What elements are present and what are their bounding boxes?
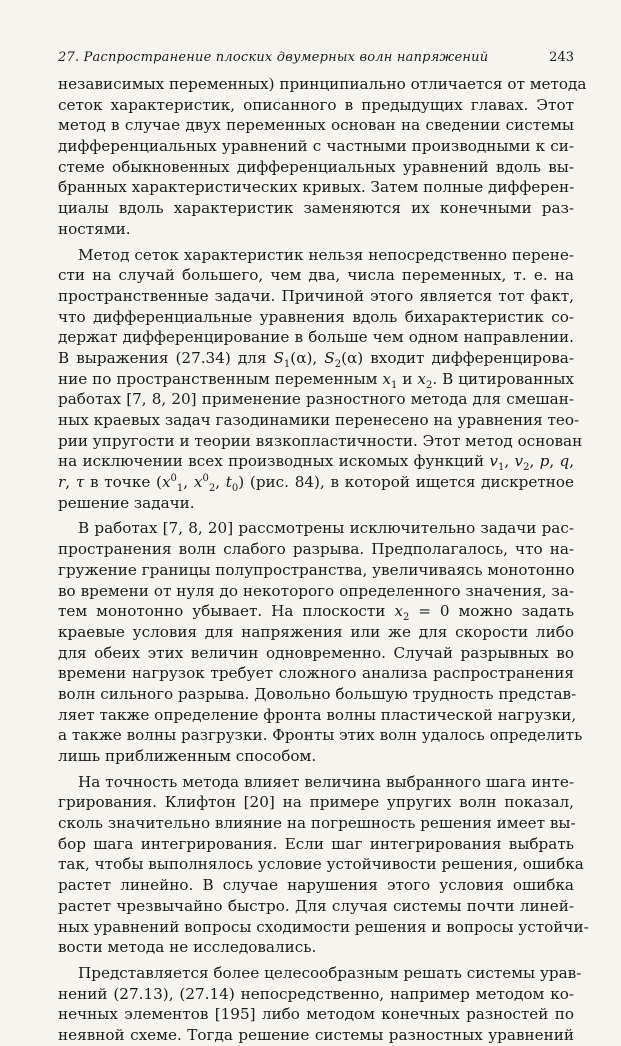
text-line: гружение границы полупространства, увеличиваясь монотонно: [58, 560, 575, 579]
text-line: что дифференциальные уравнения вдоль бихарактеристик со-: [58, 307, 574, 326]
text-line: бор шага интегрирования. Если шаг интегрирования выбрать: [58, 834, 574, 853]
text-line: рии упругости и теории вязкопластичности. Этот метод основан: [58, 431, 583, 450]
text-line: сколь значительно влияние на погрешность решения имеет вы-: [58, 814, 576, 833]
text-line-formula: В выражения (27.34) для $S_1(\alpha)$, $S_2(\alpha)$ входит дифференцирова-: [58, 348, 574, 370]
text-line: так, чтобы выполнялось условие устойчивости решения, ошибка: [58, 855, 584, 874]
body-text: [58, 74, 589, 1046]
text-line: растет чрезвычайно быстро. Для случая системы почти линей-: [58, 896, 574, 915]
text-line: пространения волн слабого разрыва. Предполагалось, что на-: [58, 540, 574, 559]
text-line: независимых переменных) принципиально отличается от метода: [58, 75, 587, 93]
text-line: ностями.: [58, 219, 131, 238]
text-line: времени нагрузок требует сложного анализа распространения: [58, 664, 574, 683]
paragraph-4: [58, 772, 589, 958]
text-line: метод в случае двух переменных основан на сведении системы: [58, 116, 574, 135]
text-line: циалы вдоль характеристик заменяются их конечными раз-: [58, 199, 574, 218]
text-line: ных краевых задач газодинамики перенесено на уравнения тео-: [58, 411, 580, 429]
paragraph-5: [58, 963, 582, 1046]
text-line: бранных характеристических кривых. Затем полные дифферен-: [58, 178, 575, 197]
running-header: [58, 50, 574, 66]
paragraph-3: [58, 518, 583, 766]
text-line: В работах [7, 8, 20] рассмотрены исключительно задачи рас-: [78, 519, 574, 538]
text-line: сеток характеристик, описанного в предыдущих главах. Этот: [58, 95, 574, 114]
chapter-title: 27. Распространение плоских двумерных волн напряжений: [58, 50, 489, 65]
text-line: растет линейно. В случае нарушения этого условия ошибка: [58, 876, 574, 895]
text-line-formula: ние по пространственным переменным $x_1$ и $x_2$. В цитированных: [58, 369, 574, 391]
text-line: а также волны разгрузки. Фронты этих волн удалось определить: [58, 726, 583, 745]
text-line: работах [7, 8, 20] применение разностного метода для смешан-: [58, 390, 574, 409]
text-line: грирования. Клифтон [20] на примере упругих волн показал,: [58, 793, 574, 812]
text-line: ляет также определение фронта волны пластической нагрузки,: [58, 705, 577, 724]
text-line: пространственные задачи. Причиной этого является тот факт,: [58, 286, 574, 305]
text-line: краевые условия для напряжения или же для скорости либо: [58, 622, 574, 641]
text-line: во времени от нуля до некоторого определенного значения, за-: [58, 581, 574, 600]
paragraph-1: [58, 74, 587, 240]
text-line-formula: на исключении всех производных искомых функций $v_1$, $v_2$, p, q,: [58, 452, 575, 474]
paragraph-2: [58, 245, 583, 514]
page-number: 243: [549, 50, 574, 65]
text-line: стеме обыкновенных дифференциальных уравнений вдоль вы-: [58, 157, 574, 176]
text-line: Метод сеток характеристик нельзя непосредственно перене-: [78, 245, 574, 264]
text-line: для обеих этих величин одновременно. Случай разрывных во: [58, 643, 574, 662]
text-line: нечных элементов [195] либо методом конечных разностей по: [58, 1005, 574, 1024]
text-line: держат дифференцирование в больше чем одном направлении.: [58, 328, 574, 347]
text-line: волн сильного разрыва. Довольно большую трудность представ-: [58, 684, 577, 703]
text-line: лишь приближенным способом.: [58, 747, 317, 765]
text-line: неявной схеме. Тогда решение системы разностных уравнений: [58, 1025, 574, 1044]
text-line: нений (27.13), (27.14) непосредственно, например методом ко-: [58, 984, 574, 1003]
text-line-formula: r, τ в точке ($x^0_1$, $x^0_2$, $t_0$) (рис. 84), в которой ищется дискретное: [58, 473, 574, 495]
text-line: ных уравнений вопросы сходимости решения и вопросы устойчи-: [58, 917, 589, 936]
text-line-formula: тем монотонно убывает. На плоскости $x_2 = 0$ можно задать: [58, 602, 575, 624]
text-line: На точность метода влияет величина выбранного шага инте-: [78, 772, 574, 791]
text-line: сти на случай большего, чем два, числа переменных, т. е. на: [58, 266, 574, 285]
text-line: вости метода не исследовались.: [58, 938, 317, 957]
text-line: решение задачи.: [58, 493, 195, 512]
text-line: Представляется более целесообразным решать системы урав-: [78, 963, 582, 982]
text-line: дифференциальных уравнений с частными производными к си-: [58, 137, 574, 156]
